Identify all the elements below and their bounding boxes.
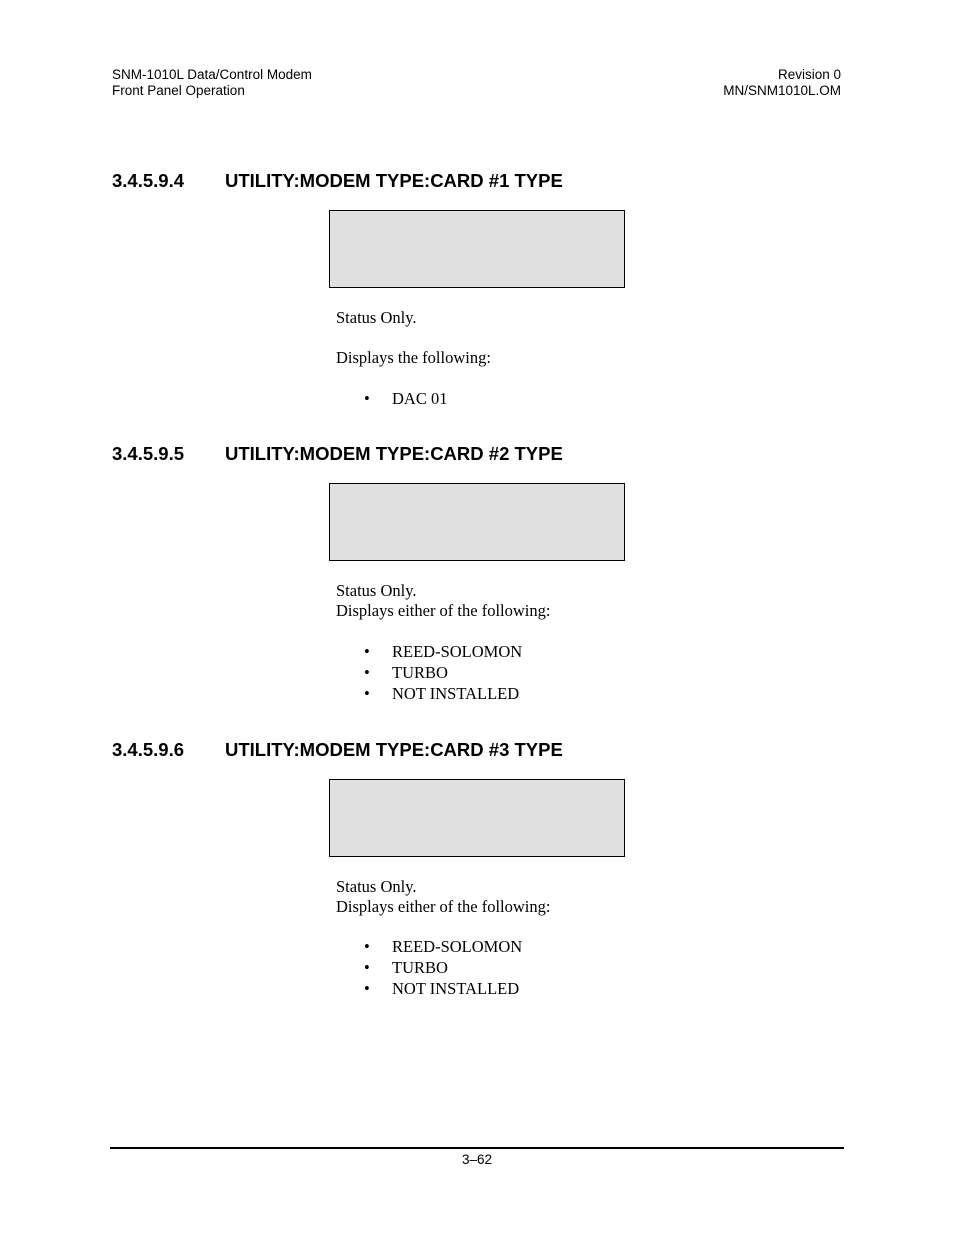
list-item: • REED-SOLOMON [336,641,522,662]
page-number: 3–62 [461,1152,493,1167]
section-title: UTILITY:MODEM TYPE:CARD #1 TYPE [225,170,563,191]
header-revision: Revision 0 [777,67,841,82]
header-left [112,67,312,99]
displays-text: Displays either of the following: [336,897,551,916]
section-number: 3.4.5.9.6 [112,739,185,760]
list-item: • REED-SOLOMON [336,936,522,957]
section-heading [112,739,563,761]
section-heading [112,443,563,465]
list-item: • TURBO [336,957,522,978]
header-doc-number: MN/SNM1010L.OM [723,83,841,98]
front-panel-display-box [329,210,625,288]
displays-text: Displays either of the following: [336,601,551,620]
list-item: • NOT INSTALLED [336,978,522,999]
header-document-title: SNM-1010L Data/Control Modem [112,67,312,82]
list-item: • DAC 01 [336,388,447,409]
option-list [336,388,447,409]
status-text: Status Only. [336,877,417,896]
status-text: Status Only. [336,581,417,600]
section-title: UTILITY:MODEM TYPE:CARD #2 TYPE [225,443,563,464]
footer-divider [110,1147,844,1149]
displays-text: Displays the following: [336,348,491,367]
section-number: 3.4.5.9.5 [112,443,185,464]
front-panel-display-box [329,483,625,561]
section-title: UTILITY:MODEM TYPE:CARD #3 TYPE [225,739,563,760]
front-panel-display-box [329,779,625,857]
header-chapter-title: Front Panel Operation [112,83,245,98]
section-heading [112,170,563,192]
status-text: Status Only. [336,308,417,327]
list-item: • NOT INSTALLED [336,683,522,704]
option-list [336,641,522,704]
header-right [723,67,841,99]
option-list [336,936,522,999]
list-item: • TURBO [336,662,522,683]
section-number: 3.4.5.9.4 [112,170,185,191]
